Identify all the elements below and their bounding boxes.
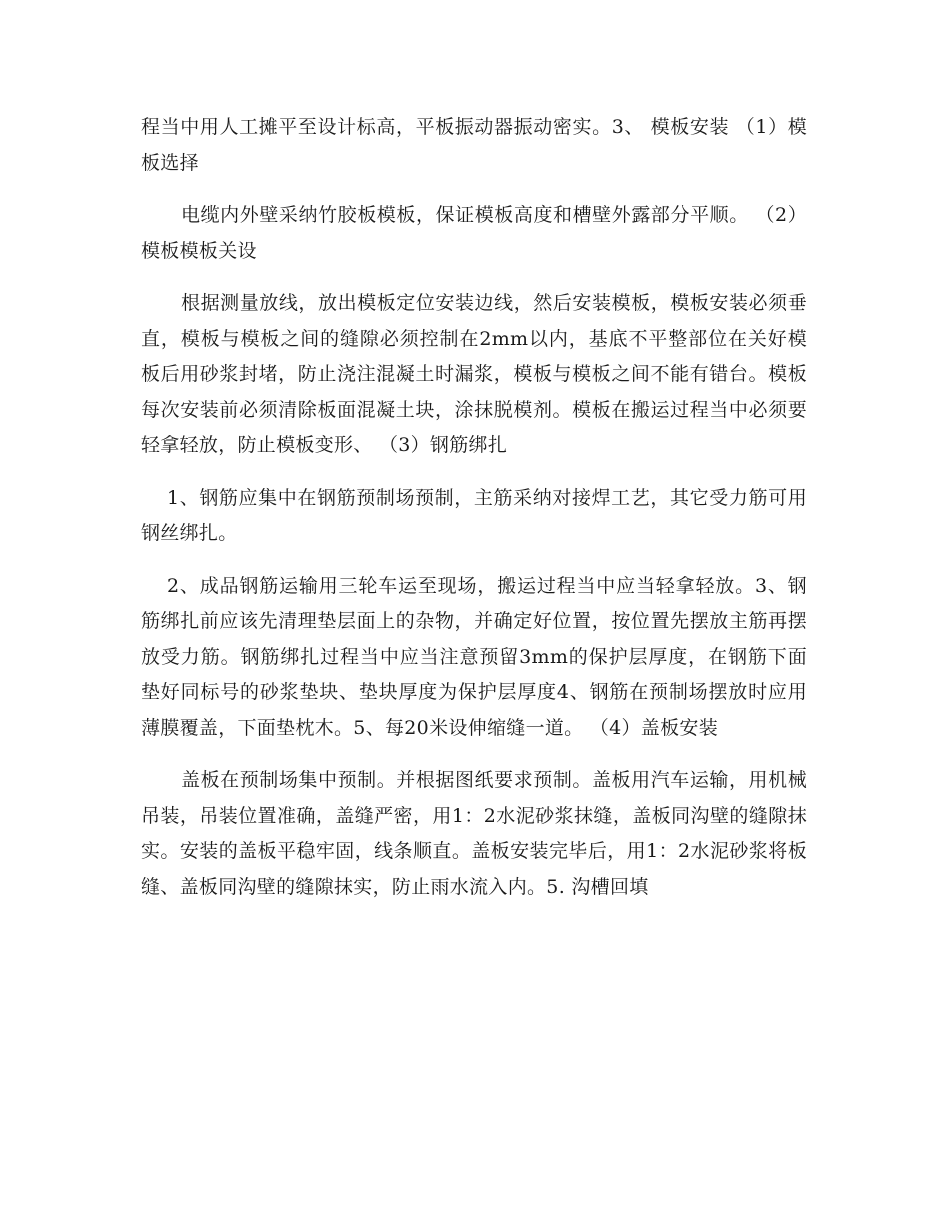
paragraph-5: 2、成品钢筋运输用三轮车运至现场，搬运过程当中应当轻拿轻放。3、钢筋绑扎前应该先清理垫层面上的杂物，并确定好位置，按位置先摆放主筋再摆放受力筋。钢筋绑扎过程当中应当注意预留3mm的保护层厚度，在钢筋下面垫好同标号的砂浆垫块、垫块厚度为保护层厚度4、钢筋在预制场摆放时应用薄膜覆盖，下面垫枕木。5、每20米设伸缩缝一道。 （4）盖板安装 bbox=[141, 574, 807, 739]
paragraph-2: 电缆内外壁采纳竹胶板模板，保证模板高度和槽壁外露部分平顺。 （2）模板模板关设 bbox=[141, 204, 807, 262]
paragraph-1: 程当中用人工摊平至设计标高，平板振动器振动密实。3、 模板安装 （1）模板选择 bbox=[141, 116, 807, 174]
paragraph-4: 1、钢筋应集中在钢筋预制场预制，主筋采纳对接焊工艺，其它受力筋可用钢丝绑扎。 bbox=[141, 486, 807, 544]
paragraph-6: 盖板在预制场集中预制。并根据图纸要求预制。盖板用汽车运输，用机械吊装，吊装位置准确，盖缝严密，用1：2水泥砂浆抹缝，盖板同沟壁的缝隙抹实。安装的盖板平稳牢固，线条顺直。盖板安装完毕后，用1：2水泥砂浆将板缝、盖板同沟壁的缝隙抹实，防止雨水流入内。5. 沟槽回填 bbox=[141, 769, 807, 898]
document-page bbox=[141, 110, 807, 905]
paragraph-3: 根据测量放线，放出模板定位安装边线，然后安装模板，模板安装必须垂直，模板与模板之间的缝隙必须控制在2mm以内，基底不平整部位在关好模板后用砂浆封堵，防止浇注混凝土时漏浆，模板与模板之间不能有错台。模板每次安装前必须清除板面混凝土块，涂抹脱模剂。模板在搬运过程当中必须要轻拿轻放，防止模板变形、 （3）钢筋绑扎 bbox=[141, 292, 807, 456]
